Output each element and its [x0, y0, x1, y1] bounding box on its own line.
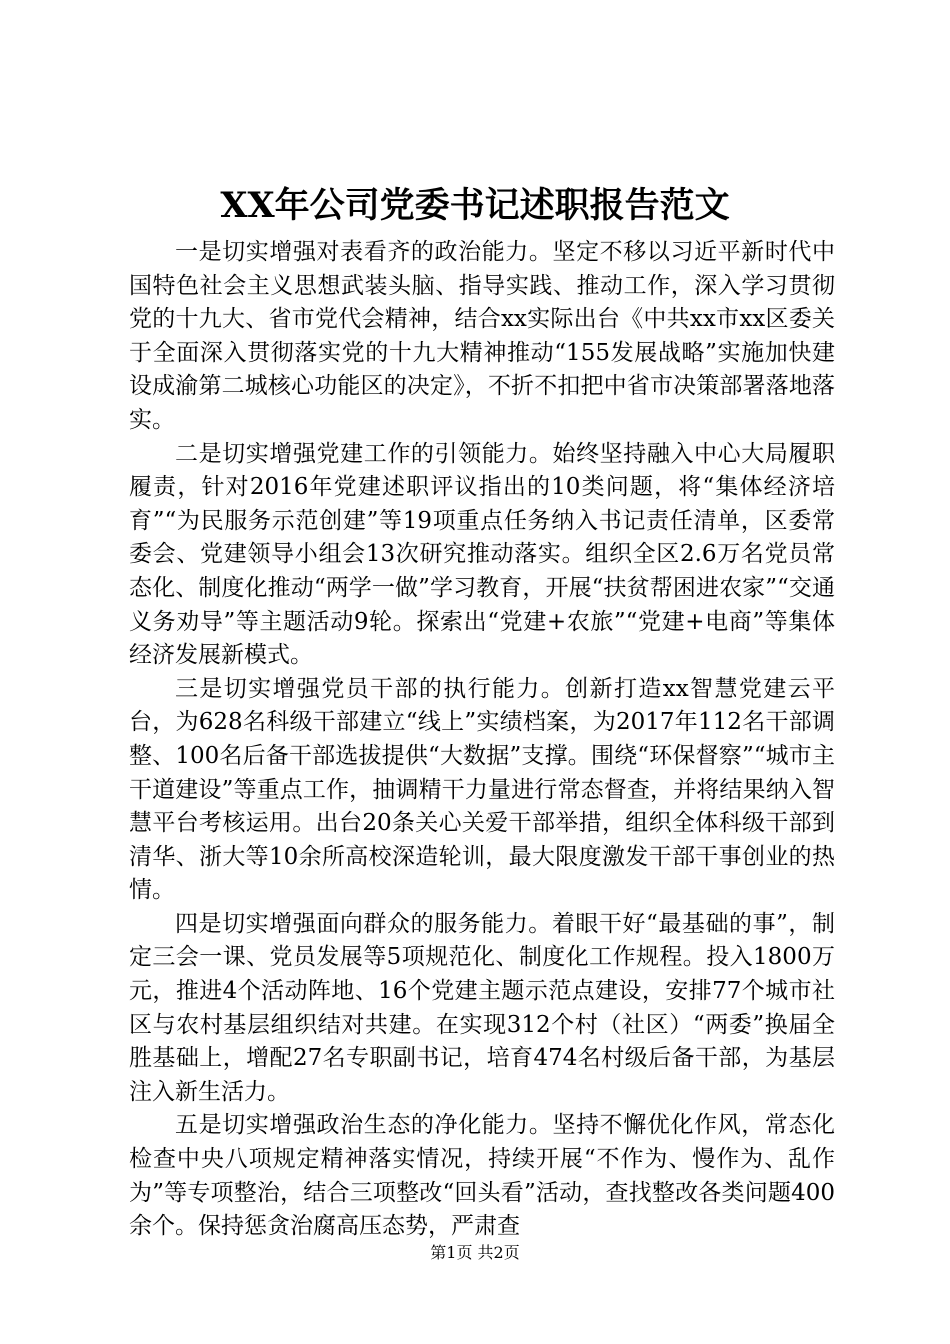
paragraph-1: 一是切实增强对表看齐的政治能力。坚定不移以习近平新时代中国特色社会主义思想武装头脑、指导实践、推动工作，深入学习贯彻党的十九大、省市党代会精神，结合xx实际出台《中共xx市xx区委关于全面深入贯彻落实党的十九大精神推动“155发展战略”实施加快建设成渝第二城核心功能区的决定》，不折不扣把中省市决策部署落地落实。 [129, 239, 835, 433]
page-footer: 第1页 共2页 [430, 1243, 520, 1262]
document-title: XX年公司党委书记述职报告范文 [220, 185, 730, 226]
paragraph-2: 二是切实增强党建工作的引领能力。始终坚持融入中心大局履职履责，针对2016年党建述职评议指出的10类问题，将“集体经济培育”“为民服务示范创建”等19项重点任务纳入书记责任清单，区委常委会、党建领导小组会13次研究推动落实。组织全区2.6万名党员常态化、制度化推动“两学一做”学习教育，开展“扶贫帮困进农家”“交通义务劝导”等主题活动9轮。探索出“党建+农旅”“党建+电商”等集体经济发展新模式。 [129, 440, 835, 669]
paragraph-4: 四是切实增强面向群众的服务能力。着眼干好“最基础的事”，制定三会一课、党员发展等5项规范化、制度化工作规程。投入1800万元，推进4个活动阵地、16个党建主题示范点建设，安排77个城市社区与农村基层组织结对共建。在实现312个村（社区）“两委”换届全胜基础上，增配27名专职副书记，培育474名村级后备干部，为基层注入新生活力。 [129, 910, 835, 1105]
paragraph-3: 三是切实增强党员干部的执行能力。创新打造xx智慧党建云平台，为628名科级干部建立“线上”实绩档案，为2017年112名干部调整、100名后备干部选拔提供“大数据”支撑。围绕“环保督察”“城市主干道建设”等重点工作，抽调精干力量进行常态督查，并将结果纳入智慧平台考核运用。出台20条关心关爱干部举措，组织全体科级干部到清华、浙大等10余所高校深造轮训，最大限度激发干部干事创业的热情。 [129, 675, 835, 904]
paragraph-5: 五是切实增强政治生态的净化能力。坚持不懈优化作风，常态化检查中央八项规定精神落实情况，持续开展“不作为、慢作为、乱作为”等专项整治，结合三项整改“回头看”活动，查找整改各类问题400余个。保持惩贪治腐高压态势，严肃查 [129, 1112, 835, 1240]
document-body [129, 236, 835, 1244]
